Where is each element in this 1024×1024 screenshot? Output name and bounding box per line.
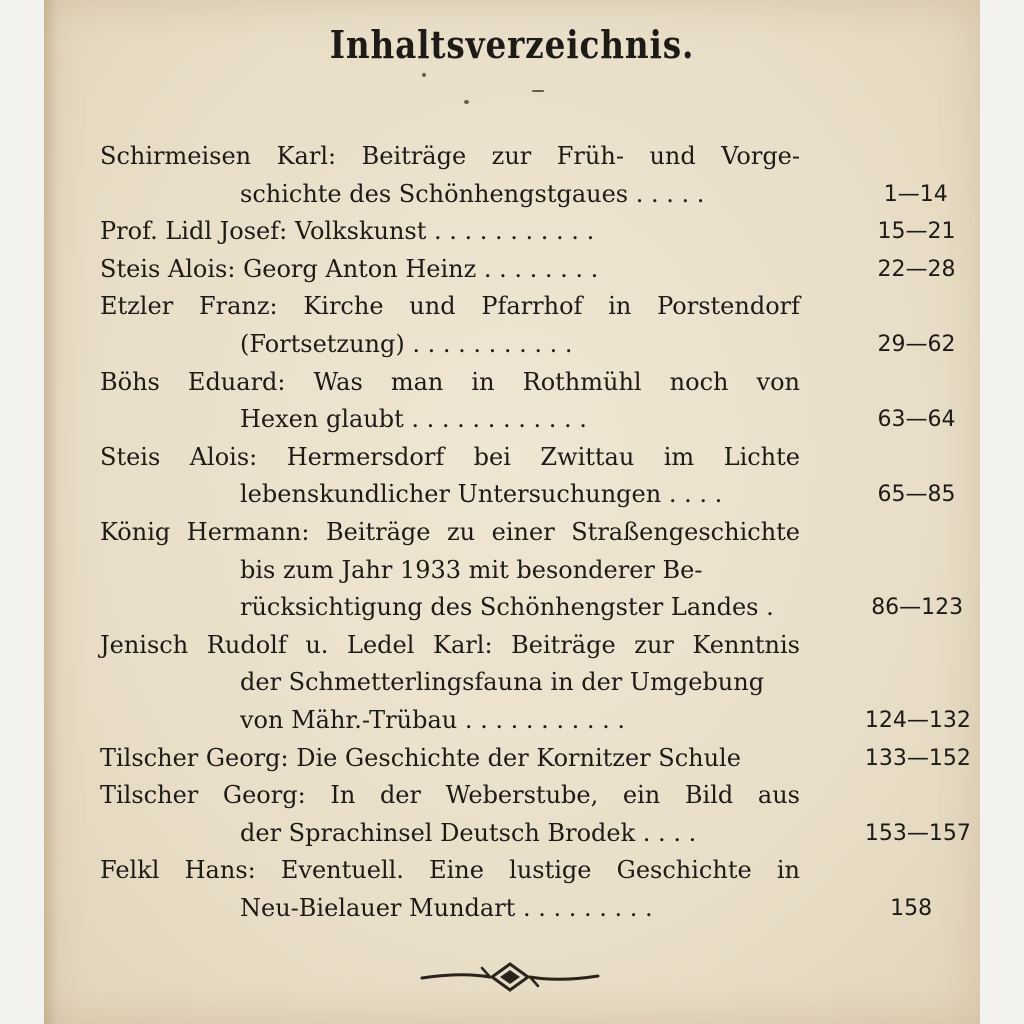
toc-line xyxy=(100,439,946,477)
page-title: Inhaltsverzeichnis. xyxy=(329,22,695,67)
toc-entry xyxy=(100,251,956,289)
toc-line xyxy=(100,364,946,402)
toc-entry-continuation: von Mähr.-Trübau . . . . . . . . . . . xyxy=(240,705,626,734)
toc-entry-continuation: bis zum Jahr 1933 mit besonderer Be- xyxy=(240,555,703,584)
toc-line xyxy=(100,176,946,214)
toc-entry-author-title: Jenisch Rudolf u. Ledel Karl: Beiträge zur Kenntnis xyxy=(100,630,800,659)
ink-speck xyxy=(464,100,469,104)
toc-entry-author-title: Böhs Eduard: Was man in Rothmühl noch von xyxy=(100,367,800,396)
toc-page-range: 63—64 xyxy=(877,407,956,433)
toc-page-range: 158 xyxy=(890,895,933,921)
toc-page-range: 22—28 xyxy=(877,256,956,282)
toc-entry-continuation: der Sprachinsel Deutsch Brodek . . . . xyxy=(240,818,697,847)
toc-entry-author-title: Felkl Hans: Eventuell. Eine lustige Geschichte in xyxy=(100,856,800,885)
toc-line xyxy=(100,664,946,702)
toc-page-range: 1—14 xyxy=(883,181,948,207)
table-of-contents xyxy=(100,138,971,927)
toc-line xyxy=(100,326,956,364)
ink-speck xyxy=(422,73,426,77)
toc-line xyxy=(100,702,971,740)
toc-entry xyxy=(100,777,971,852)
toc-entry-continuation: (Fortsetzung) . . . . . . . . . . . xyxy=(240,329,573,358)
toc-page-range: 153—157 xyxy=(864,820,971,846)
toc-entry-continuation: der Schmetterlingsfauna in der Umgebung xyxy=(240,668,765,697)
toc-entry xyxy=(100,439,956,514)
toc-line xyxy=(100,138,946,176)
toc-page-range: 29—62 xyxy=(877,331,956,357)
toc-entry-continuation: rücksichtigung des Schönhengster Landes . xyxy=(240,593,774,622)
vignette-ornament-icon xyxy=(420,960,600,994)
toc-entry-continuation: lebenskundlicher Untersuchungen . . . . xyxy=(240,480,723,509)
toc-entry xyxy=(100,852,946,927)
toc-line xyxy=(100,401,956,439)
toc-entry xyxy=(100,514,964,627)
toc-entry-author-title: Schirmeisen Karl: Beiträge zur Früh- und Vorge- xyxy=(100,142,800,170)
toc-line xyxy=(100,514,946,552)
toc-entry xyxy=(100,213,956,251)
toc-line xyxy=(100,589,964,627)
toc-entry-author-title: Etzler Franz: Kirche und Pfarrhof in Porstendorf xyxy=(100,292,800,321)
toc-line xyxy=(100,890,946,928)
toc-entry xyxy=(100,364,956,439)
toc-line xyxy=(100,777,946,815)
toc-page-range: 65—85 xyxy=(877,482,956,508)
toc-entry xyxy=(100,740,971,778)
toc-page-range: 15—21 xyxy=(877,219,956,245)
toc-entry-continuation: schichte des Schönhengstgaues . . . . . xyxy=(240,179,705,208)
toc-entry-author-title: Prof. Lidl Josef: Volkskunst . . . . . . . . . . . xyxy=(100,217,595,246)
book-page xyxy=(44,0,980,1024)
toc-line xyxy=(100,288,946,326)
toc-line xyxy=(100,815,971,853)
toc-page-range: 124—132 xyxy=(864,707,971,733)
toc-entry xyxy=(100,288,956,363)
ink-speck xyxy=(532,90,544,92)
toc-line xyxy=(100,852,946,890)
toc-entry xyxy=(100,138,946,213)
toc-page-range: 86—123 xyxy=(871,595,964,621)
toc-entry-author-title: Steis Alois: Georg Anton Heinz . . . . . . . . xyxy=(100,254,599,283)
toc-entry xyxy=(100,627,971,740)
toc-entry-author-title: König Hermann: Beiträge zu einer Straßengeschichte xyxy=(100,517,800,546)
toc-line xyxy=(100,476,956,514)
toc-entry-continuation: Neu-Bielauer Mundart . . . . . . . . . xyxy=(240,893,653,922)
toc-line xyxy=(100,251,956,289)
toc-entry-continuation: Hexen glaubt . . . . . . . . . . . . xyxy=(240,405,587,434)
page-shadow xyxy=(44,0,58,1024)
toc-line xyxy=(100,213,956,251)
toc-page-range: 133—152 xyxy=(864,745,971,771)
toc-line xyxy=(100,627,946,665)
toc-entry-author-title: Tilscher Georg: Die Geschichte der Kornitzer Schule xyxy=(100,743,741,772)
toc-line xyxy=(100,552,946,590)
toc-entry-author-title: Tilscher Georg: In der Weberstube, ein Bild aus xyxy=(100,781,800,810)
toc-line xyxy=(100,740,971,778)
toc-entry-author-title: Steis Alois: Hermersdorf bei Zwittau im Lichte xyxy=(100,442,800,471)
